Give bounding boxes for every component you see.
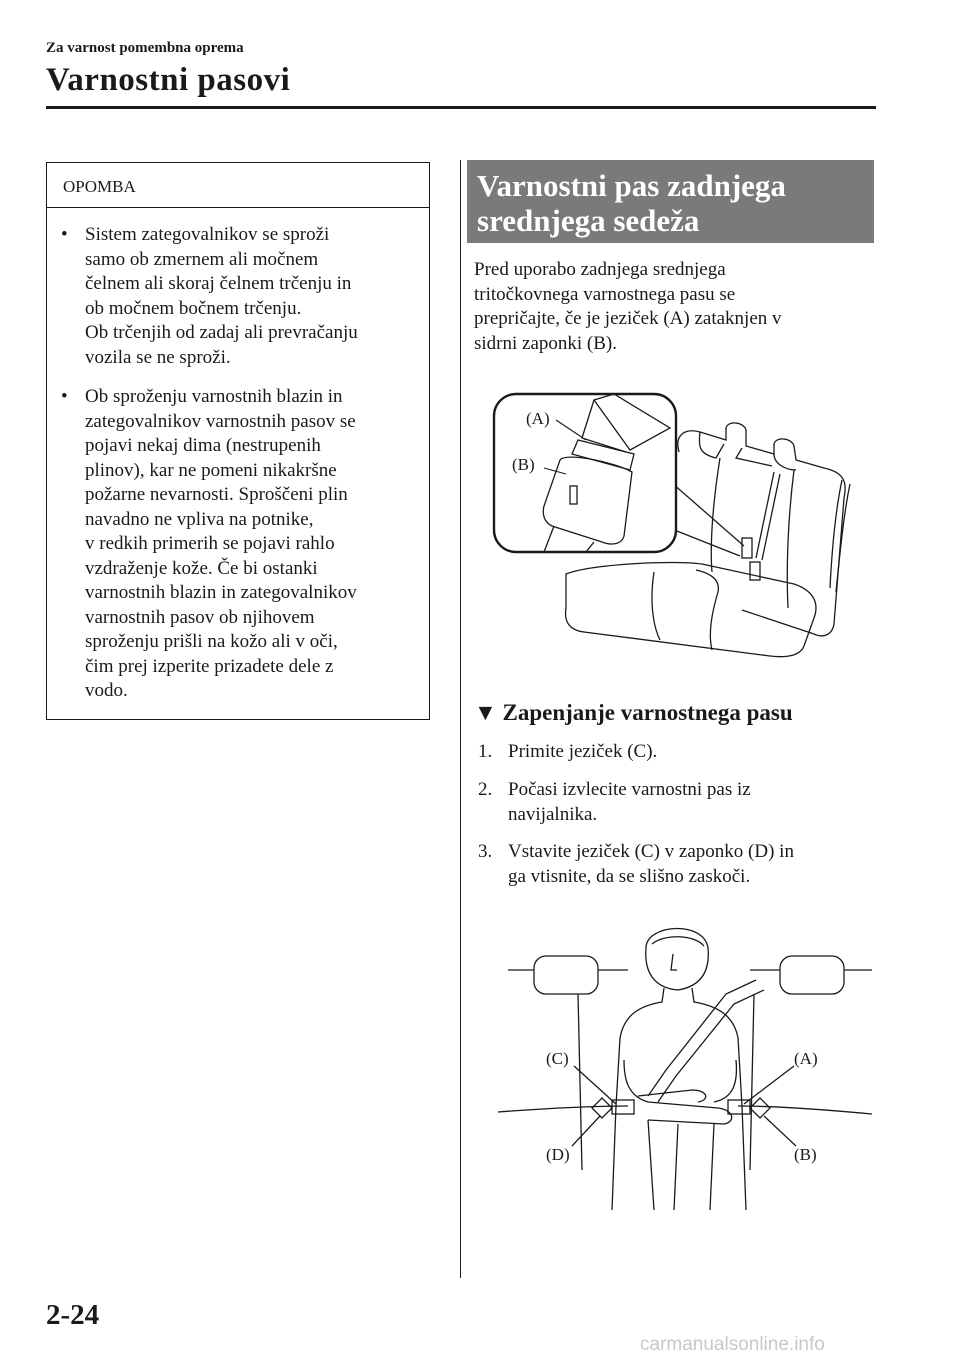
step-text: Počasi izvlecite varnostni pas iz navijalnika. — [508, 779, 751, 825]
page-number: 2-24 — [46, 1299, 100, 1331]
section-heading: Varnostni pas zadnjega srednjega sedeža — [477, 168, 786, 238]
subheading — [474, 700, 793, 726]
note-bullet — [61, 385, 419, 704]
step-number: 1. — [478, 741, 493, 762]
step-item — [478, 840, 874, 889]
bullet-icon: • — [61, 224, 68, 245]
title-rule — [46, 106, 876, 109]
column-divider — [460, 160, 461, 1278]
triangle-down-icon: ▼ — [474, 700, 497, 725]
figure2-label-a: (A) — [794, 1049, 818, 1068]
section-label: Za varnost pomembna oprema — [46, 40, 244, 56]
figure1-label-b: (B) — [512, 455, 535, 474]
figure2-label-c: (C) — [546, 1049, 569, 1068]
fastening-seat-belt-illustration — [488, 920, 872, 1220]
section-heading-bar — [467, 160, 874, 243]
figure1-label-a: (A) — [526, 409, 550, 428]
step-number: 2. — [478, 779, 493, 800]
note-header-rule — [47, 207, 429, 208]
note-title: OPOMBA — [63, 177, 136, 196]
watermark: carmanualsonline.info — [640, 1334, 825, 1355]
step-text: Primite jeziček (C). — [508, 741, 658, 762]
rear-seat-belt-illustration — [474, 388, 874, 668]
note-bullet-text: Ob sproženju varnostnih blazin in zategovalnikov varnostnih pasov se pojavi nekaj dima (nestrupenih plinov), kar ne pomeni nikakršne požarne nevarnosti. Sproščeni plin navadno ne vpliva na potnike, v redkih primerih se pojavi rahlo vzdraženje kože. Če bi ostanki varnostnih blazin in zategovalnikov varnostnih pasov ob njihovem sproženju prišli na kožo ali v oči, čim prej izperite prizadete dele z vodo. — [85, 386, 357, 701]
step-text: Vstavite jeziček (C) v zaponko (D) in ga vtisnite, da se slišno zaskoči. — [508, 841, 794, 887]
step-number: 3. — [478, 841, 493, 862]
note-bullet-text: Sistem zategovalnikov se sproži samo ob zmernem ali močnem čelnem ali skoraj čelnem trčenju in ob močnem bočnem trčenju. Ob trčenjih od zadaj ali prevračanju vozila se ne sproži. — [85, 224, 358, 368]
bullet-icon: • — [61, 386, 68, 407]
figure2-label-b: (B) — [794, 1145, 817, 1164]
step-item — [478, 740, 874, 765]
note-bullet — [61, 223, 419, 370]
figure2-label-d: (D) — [546, 1145, 570, 1164]
note-box — [46, 162, 430, 720]
step-item — [478, 778, 874, 827]
subheading-text: Zapenjanje varnostnega pasu — [502, 700, 793, 725]
page-title: Varnostni pasovi — [46, 62, 291, 98]
intro-paragraph: Pred uporabo zadnjega srednjega tritočkovnega varnostnega pasu se prepričajte, če je jeziček (A) zataknjen v sidrni zaponki (B). — [474, 259, 782, 354]
